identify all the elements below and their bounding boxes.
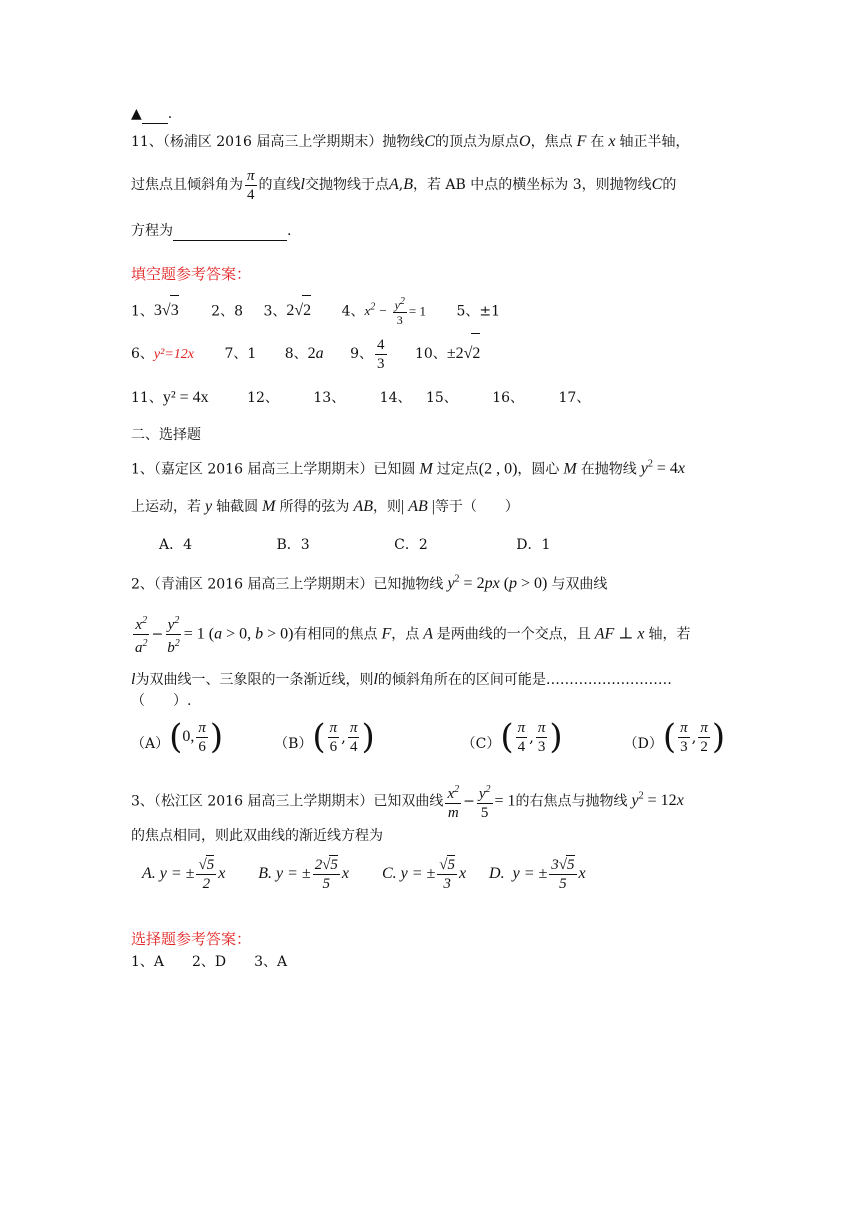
choice1-line2: 上运动，若 y 轴截圆 M 所得的弦为 AB，则| AB |等于（ ） bbox=[131, 498, 519, 515]
option-a[interactable]: （A） ( 0, $\frac{\pi}{6}$ ) bbox=[131, 717, 224, 757]
option-b[interactable]: B. y = ± $\frac{2√5}{5}$ x bbox=[258, 857, 350, 893]
option-b[interactable]: （B） ( $\frac{\pi}{6}$ , $\frac{\pi}{4}$ ) bbox=[274, 717, 375, 757]
section-heading-choice: 二、选择题 bbox=[131, 427, 201, 443]
header-blank-line: ▲ . bbox=[131, 106, 173, 122]
choice2-line3: l为双曲线一、三象限的一条渐近线，则l的倾斜角所在的区间可能是……………………… bbox=[131, 671, 672, 688]
choice1-line1: 1、（嘉定区 2016 届高三上学期期末）已知圆 M 过定点(2 , 0)，圆心 M 在抛物线 $y^2 = 4x$ bbox=[131, 459, 685, 478]
triangle-mark-icon: ▲ bbox=[131, 106, 142, 122]
choice2-options bbox=[131, 714, 725, 767]
choice2-line2: $\frac{x^2}{a^2}$ − $\frac{y^2}{b^2}$ = 1 (a > 0, b > 0)有相同的焦点 F，点 A 是两曲线的一个交点，且 AF ⊥ x 轴，若 bbox=[131, 612, 690, 657]
option-d[interactable]: D. y = ± $\frac{3√5}{5}$ x bbox=[489, 857, 586, 893]
option-a[interactable]: A．4 bbox=[159, 537, 193, 553]
choice1-options bbox=[159, 535, 550, 555]
fill-answers-row1: 1、3√3 2、8 3、2√2 4、$x^2$ − $\frac{y^2}{3}$ = 1 5、±1 bbox=[131, 296, 500, 328]
fill-answers-row3: 11、y² = 4x 12、 13、 14、 15、 16、 17、 bbox=[131, 389, 591, 406]
option-c[interactable]: C．2 bbox=[394, 537, 428, 553]
q11-line2: 过焦点且倾斜角为 $\frac{\pi}{4}$ 的直线l交抛物线于点A,B，若 AB 中点的横坐标为 3，则抛物线C的 bbox=[131, 167, 677, 203]
option-d[interactable]: （D） ( $\frac{\pi}{3}$ , $\frac{\pi}{2}$ ) bbox=[623, 717, 726, 757]
choice-answers: 1、A 2、D 3、A bbox=[131, 954, 288, 970]
option-a[interactable]: A. y = ± $\frac{√5}{2}$ x bbox=[142, 857, 226, 893]
answer-blank bbox=[173, 240, 287, 241]
choice3-line1: 3、（松江区 2016 届高三上学期期末）已知双曲线 $\frac{x^2}{m}$ − $\frac{y^2}{5}$ = 1的右焦点与抛物线 $y^2 = 12x$ bbox=[131, 776, 684, 822]
option-c[interactable]: （C） ( $\frac{\pi}{4}$ , $\frac{\pi}{3}$ ) bbox=[461, 717, 563, 757]
q11-line1: 11、（杨浦区 2016 届高三上学期期末）抛物线C的顶点为原点O，焦点 F 在 x 轴正半轴， bbox=[131, 133, 690, 150]
choice2-line1: 2、（青浦区 2016 届高三上学期期末）已知抛物线 $y^2 = 2px$ (p > 0) 与双曲线 bbox=[131, 574, 608, 593]
choice3-options bbox=[142, 851, 586, 897]
fill-answers-row2: 6、y²=12x 7、1 8、2a 9、 $\frac{4}{3}$ 10、±2√2 bbox=[131, 333, 480, 375]
choice-answers-title: 选择题参考答案： bbox=[131, 930, 252, 948]
choice2-line4: （ ）. bbox=[131, 693, 192, 709]
option-b[interactable]: B．3 bbox=[276, 537, 310, 553]
choice3-line2: 的焦点相同，则此双曲线的渐近线方程为 bbox=[131, 828, 383, 844]
option-c[interactable]: C. y = ± $\frac{√5}{3}$ x bbox=[381, 857, 467, 893]
q11-line3: 方程为 . bbox=[131, 223, 292, 239]
fill-answers-title: 填空题参考答案： bbox=[131, 265, 252, 283]
answer-blank bbox=[142, 123, 168, 124]
option-d[interactable]: D．1 bbox=[516, 537, 551, 553]
